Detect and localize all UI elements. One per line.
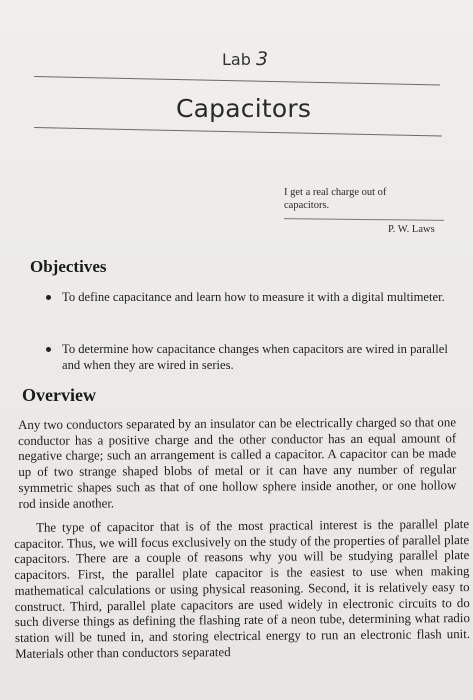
objective-item bbox=[62, 341, 454, 373]
bullet-icon bbox=[46, 295, 51, 300]
lab-label bbox=[222, 48, 268, 70]
objective-text: To determine how capacitance changes when capacitors are wired in parallel and when they are wired in series. bbox=[62, 342, 448, 372]
epigraph-rule bbox=[284, 218, 444, 221]
title-rule-top bbox=[34, 76, 440, 86]
objectives-heading: Objectives bbox=[30, 257, 107, 276]
epigraph-quote: I get a real charge out of capacitors. bbox=[284, 187, 387, 211]
overview-heading: Overview bbox=[22, 385, 96, 405]
objective-text: To define capacitance and learn how to measure it with a digital multimeter. bbox=[62, 290, 445, 304]
epigraph-attribution: P. W. Laws bbox=[388, 224, 435, 235]
title-rule-bottom bbox=[34, 127, 442, 137]
overview-paragraph: The type of capacitor that is of the most practical interest is the parallel plate capacitor. Thus, we will focus exclusively on the study of the properties of parallel plate capacitors. There are a couple of reasons why you will be studying parallel plate capacitors. First, the parallel plate capacitor is the easiest to use when making mathematical calculations or using physical reasoning. Second, it is relatively easy to construct. Third, parallel plate capacitors are used widely in electronic circuits to do such diverse things as defining the flashing rate of a neon tube, determining what radio station will be tuned in, and storing electrical energy to run an electronic flash unit. Materials other than conductors separated bbox=[14, 517, 471, 661]
overview-paragraph: Any two conductors separated by an insulator can be electrically charged so that one conductor has a positive charge and the other conductor has an equal amount of negative charge; such an arrangement is called a capacitor. A capacitor can be made up of two strange shaped blobs of metal or it can have any number of regular symmetric shapes such as that of one hollow sphere inside another, or one hollow rod inside another. bbox=[18, 415, 457, 511]
lab-number: 3 bbox=[255, 48, 269, 70]
objective-item bbox=[62, 289, 454, 305]
bullet-icon bbox=[46, 347, 51, 352]
page-title: Capacitors bbox=[176, 94, 312, 123]
lab-word: Lab bbox=[222, 50, 251, 69]
